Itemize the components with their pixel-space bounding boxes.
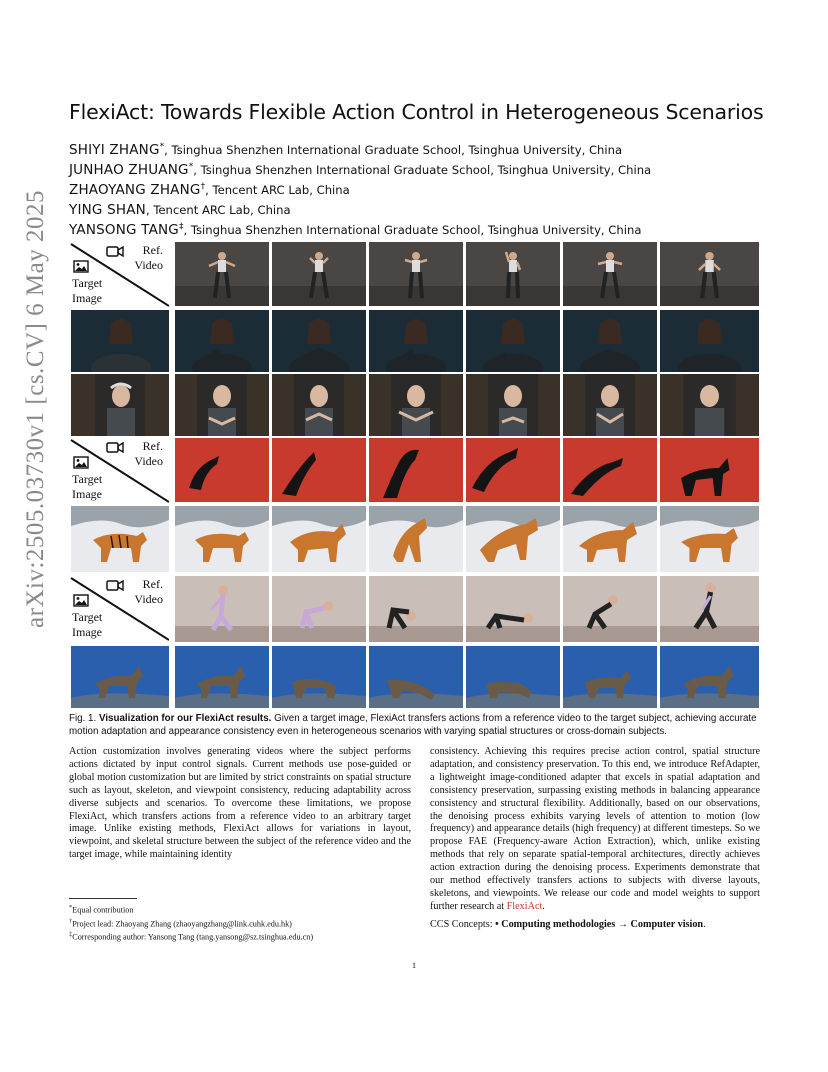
- author-affiliation: Tsinghua Shenzhen International Graduate School, Tsinghua University, China: [200, 163, 652, 177]
- ref-video-label: Ref. Video: [134, 577, 163, 606]
- result-frame: [466, 506, 560, 572]
- author-affiliation: Tencent ARC Lab, China: [212, 183, 350, 197]
- author-line: ZHAOYANG ZHANG†, Tencent ARC Lab, China: [69, 181, 350, 198]
- result-frame: [660, 310, 759, 372]
- author-mark: *: [159, 141, 165, 152]
- abstract-column-left: [69, 746, 411, 862]
- result-frame: [272, 310, 366, 372]
- reference-video-row-dog: [69, 438, 759, 502]
- author-name: YING SHAN: [69, 202, 146, 218]
- result-frame: [369, 646, 463, 708]
- arxiv-stamp: arXiv:2505.03730v1 [cs.CV] 6 May 2025: [22, 190, 49, 628]
- figure-caption: [69, 713, 759, 738]
- result-frame: [660, 374, 759, 436]
- result-frame: [369, 506, 463, 572]
- ref-video-frame: [466, 576, 560, 642]
- ref-video-frame: [369, 242, 463, 306]
- result-frame: [175, 374, 269, 436]
- caption-label: Fig. 1.: [69, 713, 97, 724]
- ref-video-frame: [660, 438, 759, 502]
- author-list: [69, 140, 769, 240]
- author-mark: ‡: [178, 221, 184, 232]
- ref-video-frame: [272, 242, 366, 306]
- ref-video-frame: [563, 242, 657, 306]
- ref-video-frame: [272, 438, 366, 502]
- ref-target-corner-label: [69, 242, 169, 308]
- target-image-label: Target Image: [72, 472, 103, 501]
- ref-video-frame: [175, 242, 269, 306]
- author-name: ZHAOYANG ZHANG: [69, 182, 201, 198]
- ref-target-corner-label: [69, 438, 169, 504]
- footnote: *Equal contribution: [69, 904, 134, 915]
- target-image-label: Target Image: [72, 610, 103, 639]
- ref-video-frame: [563, 438, 657, 502]
- footnote-rule: [69, 898, 137, 899]
- result-frame: [175, 506, 269, 572]
- result-frame: [466, 374, 560, 436]
- author-name: SHIYI ZHANG: [69, 142, 160, 158]
- ref-video-frame: [175, 438, 269, 502]
- result-row-tiger: [69, 506, 759, 572]
- result-frame: [563, 310, 657, 372]
- author-affiliation: Tsinghua Shenzhen International Graduate School, Tsinghua University, China: [190, 223, 642, 237]
- ref-video-frame: [369, 438, 463, 502]
- ref-video-frame: [272, 576, 366, 642]
- result-frame: [660, 646, 759, 708]
- reference-video-row-stretch: [69, 576, 759, 642]
- abstract-column-right: [430, 746, 760, 932]
- abstract-paragraph: Action customization involves generating videos where the subject performs actions dictated by input control signals. Current methods use pose-guided or global motion customization but are limited by strict constraints on spatial structure such as layout, skeleton, and viewpoint consistency, reducing adaptability across diverse subjects and scenarios. To overcome these limitations, we propose FlexiAct, which transfers actions from a reference video to an arbitrary target image. Unlike existing methods, FlexiAct allows for variations in layout, viewpoint, and skeletal structure between the subject of the reference video and the target image, while maintaining identity: [69, 746, 411, 861]
- author-affiliation: Tsinghua Shenzhen International Graduate School, Tsinghua University, China: [171, 143, 623, 157]
- author-name: JUNHAO ZHUANG: [69, 162, 189, 178]
- page-number: 1: [411, 960, 417, 970]
- result-frame: [175, 310, 269, 372]
- footnote: †Project lead: Zhaoyang Zhang (zhaoyangzhang@link.cuhk.edu.hk): [69, 917, 292, 929]
- author-line: YING SHAN, Tencent ARC Lab, China: [69, 202, 291, 218]
- result-frame: [175, 646, 269, 708]
- ref-video-frame: [175, 576, 269, 642]
- result-frame: [272, 374, 366, 436]
- target-image: [71, 646, 169, 708]
- result-frame: [272, 506, 366, 572]
- target-image: [71, 374, 169, 436]
- ref-video-frame: [563, 576, 657, 642]
- teaser-figure: [69, 240, 759, 708]
- result-row-armored-woman: [69, 310, 759, 372]
- result-frame: [563, 506, 657, 572]
- target-image: [71, 310, 169, 372]
- result-row-wolf: [69, 646, 759, 708]
- author-name: YANSONG TANG: [69, 222, 179, 238]
- ccs-concepts: CCS Concepts: • Computing methodologies → Computer vision.: [430, 918, 706, 930]
- result-row-elderly-man: [69, 374, 759, 436]
- result-frame: [563, 374, 657, 436]
- author-line: JUNHAO ZHUANG*, Tsinghua Shenzhen International Graduate School, Tsinghua University, China: [69, 161, 652, 178]
- result-frame: [466, 310, 560, 372]
- author-affiliation: Tencent ARC Lab, China: [153, 203, 291, 217]
- target-image-label: Target Image: [72, 276, 103, 305]
- author-line: YANSONG TANG‡, Tsinghua Shenzhen International Graduate School, Tsinghua University, China: [69, 221, 642, 238]
- author-mark: †: [200, 181, 206, 192]
- footnotes: [69, 902, 409, 943]
- paper-title: FlexiAct: Towards Flexible Action Control in Heterogeneous Scenarios: [69, 100, 764, 124]
- result-frame: [272, 646, 366, 708]
- ref-video-label: Ref. Video: [134, 439, 163, 468]
- flexiact-link[interactable]: FlexiAct: [506, 900, 543, 912]
- result-frame: [369, 310, 463, 372]
- reference-video-row-human: [69, 242, 759, 306]
- caption-bold-title: Visualization for our FlexiAct results.: [98, 713, 272, 724]
- ref-video-frame: [369, 576, 463, 642]
- result-frame: [660, 506, 759, 572]
- footnote: ‡Corresponding author: Yansong Tang (tang.yansong@sz.tsinghua.edu.cn): [69, 931, 314, 943]
- caption-text: Given a target image, FlexiAct transfers actions from a reference video to the target subject, achieving accurate motion adaptation and appearance consistency even in heterogeneous scenarios with varying spatial structures or cross-domain subjects.: [69, 713, 757, 737]
- ref-video-label: Ref. Video: [134, 243, 163, 272]
- abstract-paragraph: consistency. Achieving this requires precise action control, spatial structure adaptation, and consistency preservation. To this end, we introduce RefAdapter, a lightweight image-conditioned adapter that excels in spatial adaptation and consistency preservation, surpassing existing methods in balancing appearance consistency and structural flexibility. Additionally, based on our observations, the denoising process exhibits varying levels of attention to motion (low frequency) and appearance details (high frequency) at different timesteps. So we propose FAE (Frequency-aware Action Extraction), which, unlike existing methods that rely on separate spatial-temporal architectures, directly achieves action extraction during the denoising process. Experiments demonstrate that our method effectively transfers actions to subjects with diverse layouts, skeletons, and viewpoints. We release our code and model weights to support further research at FlexiAct.: [430, 746, 760, 912]
- ref-video-frame: [466, 438, 560, 502]
- author-line: SHIYI ZHANG*, Tsinghua Shenzhen International Graduate School, Tsinghua University, China: [69, 141, 623, 158]
- target-image: [71, 506, 169, 572]
- result-frame: [466, 646, 560, 708]
- author-mark: *: [188, 161, 194, 172]
- result-frame: [369, 374, 463, 436]
- result-frame: [563, 646, 657, 708]
- ref-video-frame: [660, 242, 759, 306]
- ref-video-frame: [660, 576, 759, 642]
- ref-video-frame: [466, 242, 560, 306]
- ref-target-corner-label: [69, 576, 169, 642]
